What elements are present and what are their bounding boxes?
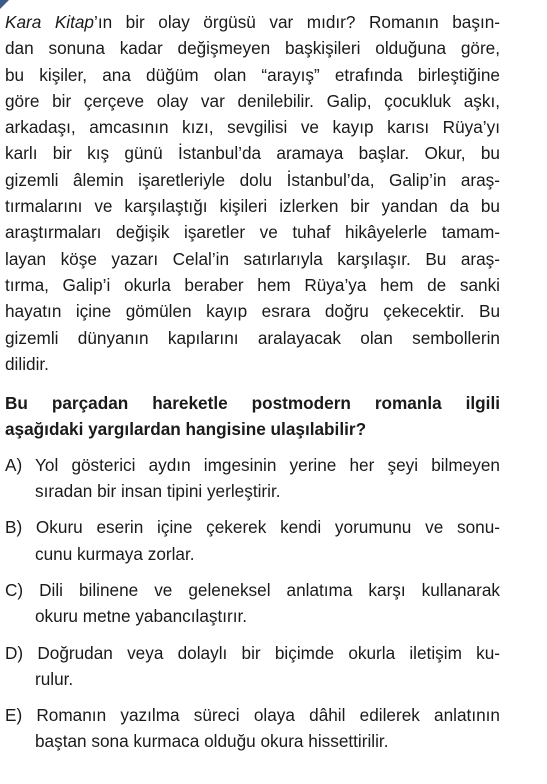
passage-line: dilidir. [5,353,49,374]
passage-line: gizemli dünyanın kapılarını aralayacak olan sembollerin [5,327,500,348]
option-b-line-2: cunu kurmaya zorlar. [35,543,195,564]
option-b-line-1: B) Okuru eserin içine çekerek kendi yorumunu ve sonu- [5,517,500,538]
passage-line: araştırmaları değişik işaretler ve tuhaf hikâyelerle tamam- [5,222,500,243]
option-a[interactable] [5,452,500,505]
passage-line: karlı bir kış günü İstanbul’da aramaya başlar. Okur, bu [5,143,500,164]
option-d-line-2: rulur. [35,668,74,689]
option-c-line-2: okuru metne yabancılaştırır. [35,606,248,627]
passage-line: göre bir çerçeve olay var denilebilir. Galip, çocukluk aşkı, [5,90,500,111]
option-e-line-2: baştan sona kurmaca olduğu okura hissettirilir. [35,731,389,752]
passage-line: tırmalarını ve karşılaştığı kişileri izlerken bir yandan da bu [5,196,500,217]
question-line: aşağıdaki yargılardan hangisine ulaşılabilir? [5,419,367,440]
option-a-line-1: A) Yol gösterici aydın imgesinin yerine her şeyi bilmeyen [5,454,500,475]
passage-line: layan köşe yazarı Celal’in satırlarıyla karşılaşır. Bu araş- [5,248,500,269]
passage-line: dan sonuna kadar değişmeyen başkişileri olduğuna göre, [5,38,500,59]
option-b[interactable] [5,514,500,567]
reading-passage [5,9,500,377]
question-stem [5,390,500,443]
corner-mark [0,0,9,9]
passage-line: Kara Kitap’ın bir olay örgüsü var mıdır? Romanın başın- [5,12,500,32]
passage-line: gizemli âlemin işaretleriyle dolu İstanbul’da, Galip’in araş- [5,169,500,190]
answer-options [5,452,500,755]
option-c[interactable] [5,577,500,630]
option-e-line-1: E) Romanın yazılma süreci olaya dâhil edilerek anlatının [5,705,500,726]
option-c-line-1: C) Dili bilinene ve geleneksel anlatıma karşı kullanarak [5,579,500,600]
option-d-line-1: D) Doğrudan veya dolaylı bir biçimde okurla iletişim ku- [5,642,500,663]
passage-line: bu kişiler, ana düğüm olan “arayış” etrafında birleştiğine [5,64,500,85]
option-e[interactable] [5,702,500,755]
passage-line: hayatın içine gömülen kayıp esrara doğru çekecektir. Bu [5,301,500,322]
question-line: Bu parçadan hareketle postmodern romanla ilgili [5,393,500,414]
question-page [5,9,500,765]
option-d[interactable] [5,640,500,693]
option-a-line-2: sıradan bir insan tipini yerleştirir. [35,481,281,502]
passage-line: arkadaşı, amcasının kızı, sevgilisi ve kayıp karısı Rüya’yı [5,117,500,138]
passage-line: tırma, Galip’i okurla beraber hem Rüya’ya hem de sanki [5,274,500,295]
book-title: Kara Kitap [5,12,94,32]
